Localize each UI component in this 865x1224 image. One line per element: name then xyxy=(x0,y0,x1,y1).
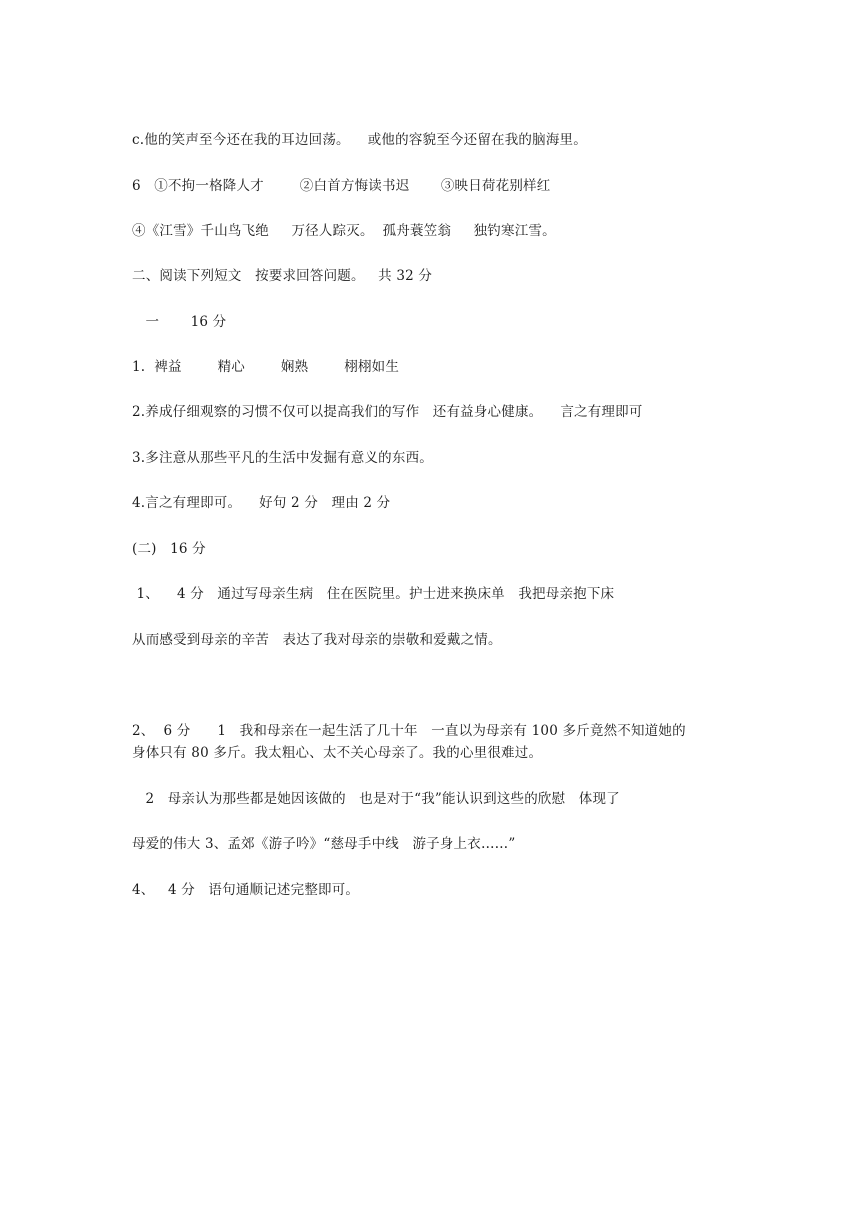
answer-line-jiangxue: ④《江雪》千山鸟飞绝 万径人踪灭。 孤舟蓑笠翁 独钓寒江雪。 xyxy=(132,223,556,239)
answer-line-4: 4.言之有理即可。 好句 2 分 理由 2 分 xyxy=(132,495,391,511)
answer-line-two-1: 1、 4 分 通过写母亲生病 住在医院里。护士进来换床单 我把母亲抱下床 xyxy=(132,586,615,602)
answer-line-c: c.他的笑声至今还在我的耳边回荡。 或他的容貌至今还留在我的脑海里。 xyxy=(132,132,587,148)
answer-line-two-2: 2、 6 分 1 我和母亲在一起生活了几十年 一直以为母亲有 100 多斤竟然不知道她的 xyxy=(132,723,686,739)
answer-line-two-4: 4、 4 分 语句通顺记述完整即可。 xyxy=(132,882,360,898)
answer-line-2: 2.养成仔细观察的习惯不仅可以提高我们的写作 还有益身心健康。 言之有理即可 xyxy=(132,404,643,420)
answer-line-two-3: 母爱的伟大 3、孟郊《游子吟》“慈母手中线 游子身上衣……” xyxy=(132,836,516,852)
answer-line-1: 1. 裨益 精心 娴熟 栩栩如生 xyxy=(132,359,400,375)
subsection-heading-two: (二) 16 分 xyxy=(132,541,206,557)
answer-line-3: 3.多注意从那些平凡的生活中发掘有意义的东西。 xyxy=(132,450,433,466)
subsection-heading-one: 一 16 分 xyxy=(132,314,227,330)
answer-line-two-1-cont: 从而感受到母亲的辛苦 表达了我对母亲的崇敬和爱戴之情。 xyxy=(132,632,502,648)
answer-line-6: 6 ①不拘一格降人才 ②白首方悔读书迟 ③映日荷花别样红 xyxy=(132,178,551,194)
answer-line-two-2-sub2: 2 母亲认为那些都是她因该做的 也是对于“我”能认识到这些的欣慰 体现了 xyxy=(132,791,620,807)
section-heading-reading: 二、阅读下列短文 按要求回答问题。 共 32 分 xyxy=(132,268,433,284)
answer-line-two-2-cont: 身体只有 80 多斤。我太粗心、太不关心母亲了。我的心里很难过。 xyxy=(132,745,543,761)
